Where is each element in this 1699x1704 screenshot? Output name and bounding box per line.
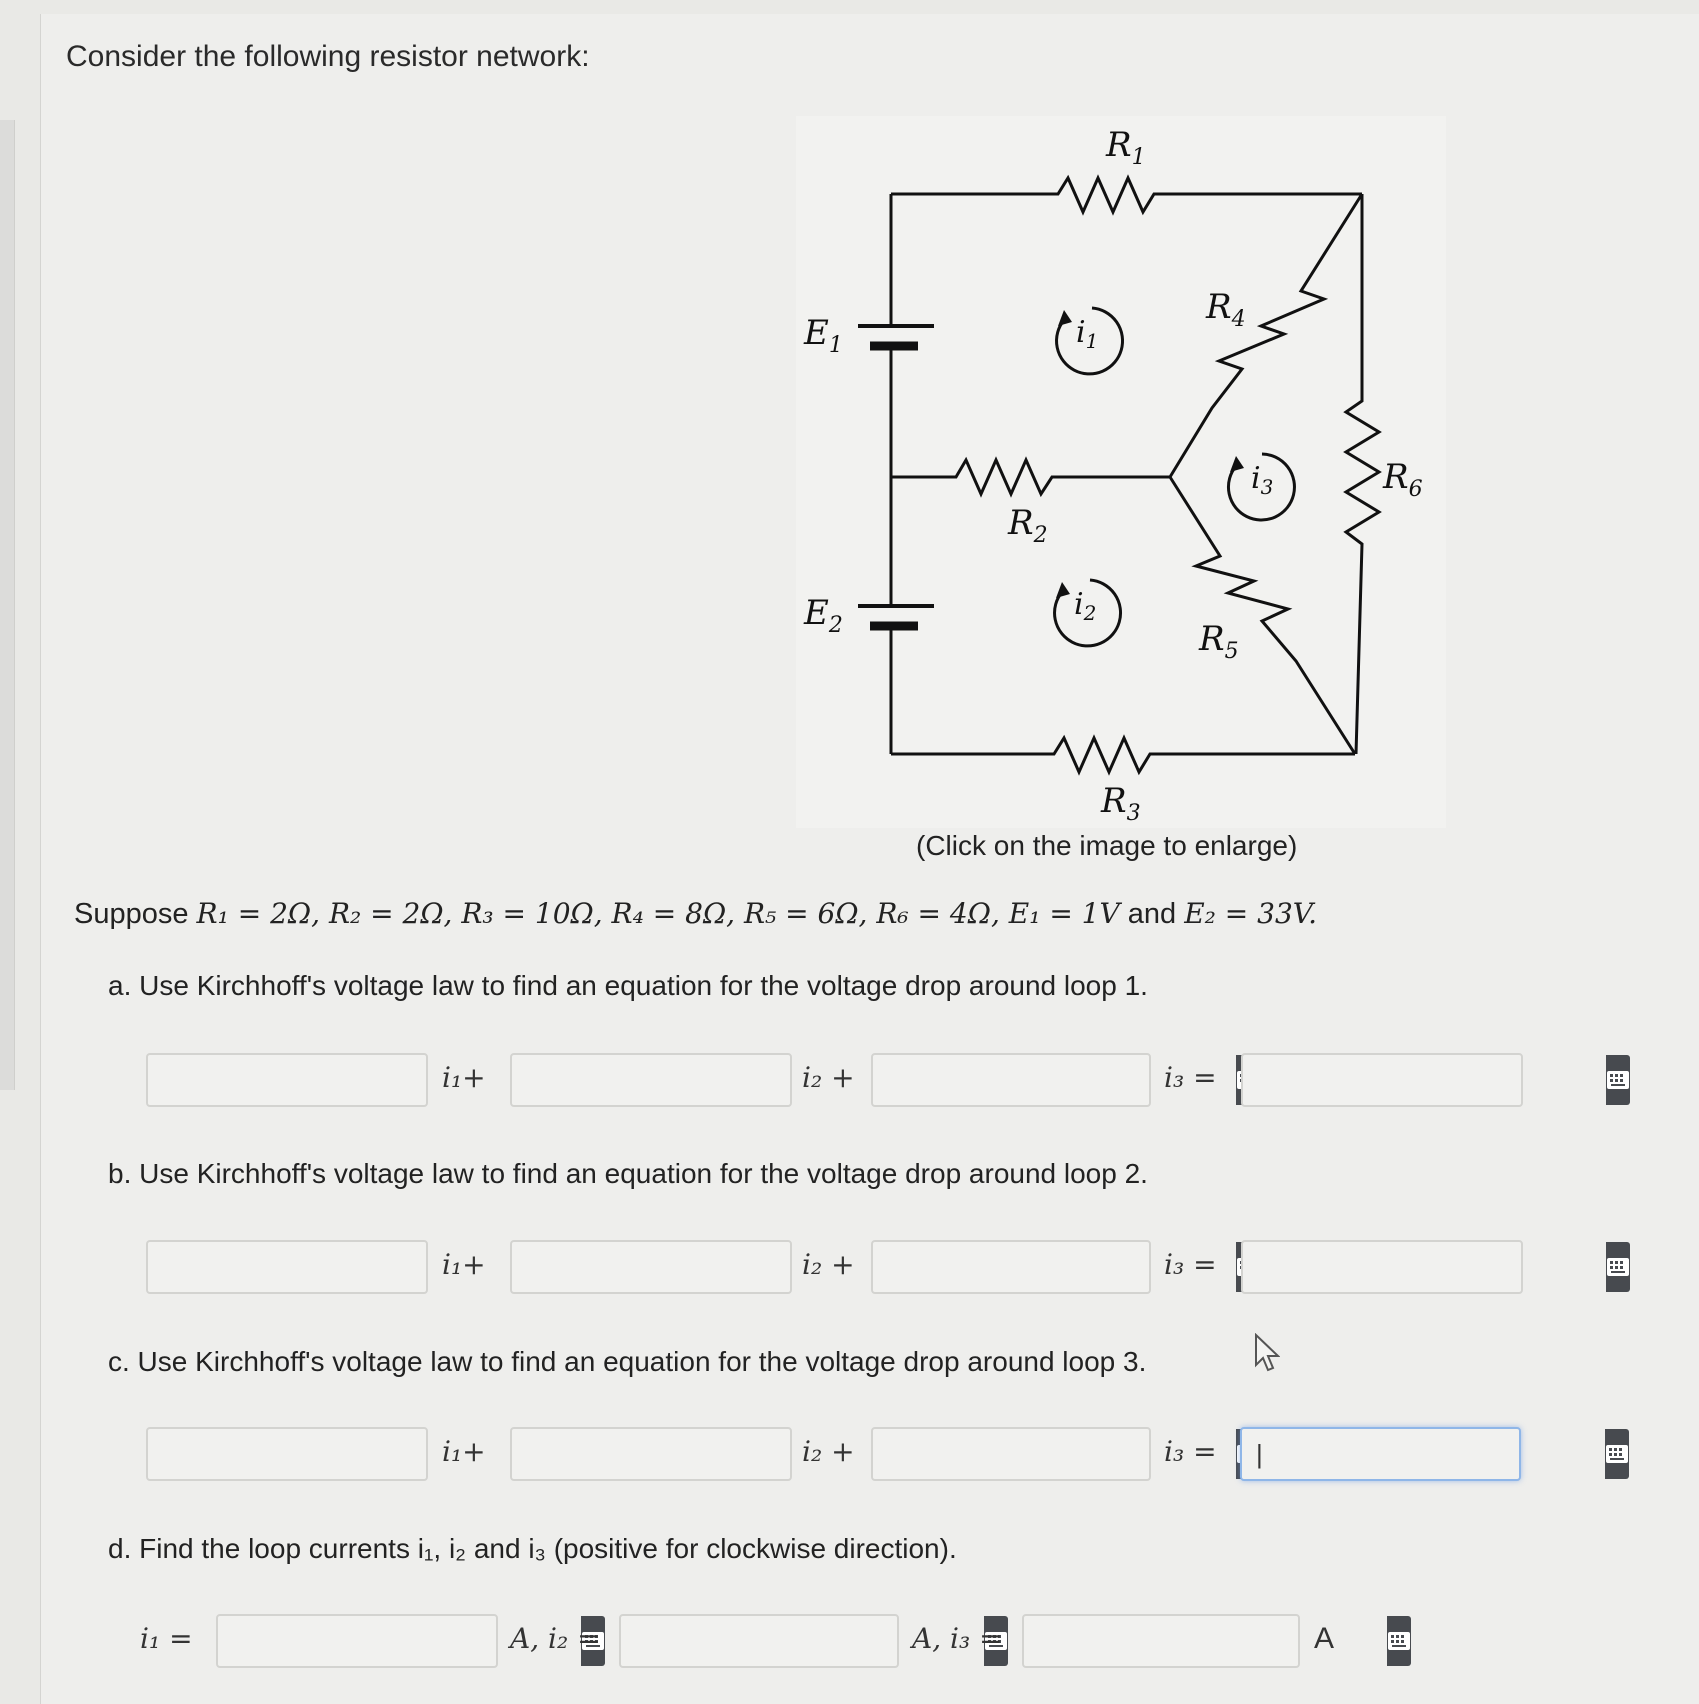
i3-answer-field[interactable]: [1022, 1614, 1300, 1668]
wire-bottom-r3: [891, 738, 1355, 772]
enlarge-caption[interactable]: (Click on the image to enlarge): [916, 830, 1298, 861]
i1-plus-label: i₁+: [442, 1248, 486, 1281]
i1-plus-label: i₁+: [442, 1435, 486, 1468]
i1-answer-field[interactable]: [216, 1614, 498, 1668]
loop1-i3-coefficient-field[interactable]: [871, 1053, 1151, 1107]
loop2-i1-coefficient-field[interactable]: [146, 1240, 428, 1294]
a-i2-equals-label: A, i₂ =: [510, 1622, 601, 1655]
circuit-diagram[interactable]: [796, 116, 1446, 828]
loop1-rhs-field[interactable]: [1241, 1053, 1523, 1107]
label-r3: $R_3$: [1101, 781, 1141, 826]
label-e1: $E_1$: [804, 313, 843, 358]
i2-plus-label: i₂ +: [802, 1061, 855, 1094]
loop1-i2-coefficient-field[interactable]: [510, 1053, 792, 1107]
loop3-i1-coefficient-field[interactable]: [146, 1427, 428, 1481]
i1-plus-label: i₁+: [442, 1061, 486, 1094]
label-r1: $R_1$: [1106, 125, 1146, 170]
left-edge-strip: [0, 120, 15, 1090]
loop3-i2-coefficient-field[interactable]: [510, 1427, 792, 1481]
label-e2: $E_2$: [804, 593, 843, 638]
equation-row-c: [0, 1427, 1699, 1487]
part-a-question: a. Use Kirchhoff's voltage law to find an equation for the voltage drop around loop 1.: [108, 970, 1148, 1001]
amperes-unit-label: A: [1314, 1622, 1335, 1655]
loop1-i1-coefficient-field[interactable]: [146, 1053, 428, 1107]
loop2-i3-coefficient-field[interactable]: [871, 1240, 1151, 1294]
label-i1: $i_1$: [1076, 315, 1099, 353]
loop1-rhs-input[interactable]: [1243, 1055, 1606, 1105]
loop3-i3-coefficient-field[interactable]: [871, 1427, 1151, 1481]
wire-diag-r4: [1170, 194, 1362, 477]
label-r6: $R_6$: [1383, 457, 1423, 502]
equation-row-b: [0, 1240, 1699, 1300]
given-prefix: Suppose: [74, 898, 197, 930]
part-b-question: b. Use Kirchhoff's voltage law to find an equation for the voltage drop around loop 2.: [108, 1158, 1148, 1189]
i3-equals-label: i₃ =: [1164, 1435, 1217, 1468]
keypad-button[interactable]: [1606, 1055, 1630, 1105]
keypad-icon: [1387, 1631, 1411, 1651]
keypad-button[interactable]: [1387, 1616, 1411, 1666]
keypad-icon: [1606, 1257, 1630, 1277]
keypad-icon: [1605, 1444, 1629, 1464]
wire-top-r1: [891, 178, 1362, 212]
i1-equals-label: i₁ =: [140, 1622, 193, 1655]
loop2-rhs-input[interactable]: [1243, 1242, 1606, 1292]
wire-diag-r5: [1170, 477, 1355, 754]
i2-plus-label: i₂ +: [802, 1248, 855, 1281]
given-values-text: R₁ = 2Ω, R₂ = 2Ω, R₃ = 10Ω, R₄ = 8Ω, R₅ = 6Ω, R₆ = 4Ω, E₁ = 1V: [196, 897, 1120, 930]
wire-right-r6: [1346, 194, 1379, 754]
given-last: E₂ = 33V.: [1184, 897, 1317, 930]
circuit-svg: [796, 116, 1446, 828]
keypad-icon: [1606, 1070, 1630, 1090]
i3-equals-label: i₃ =: [1164, 1248, 1217, 1281]
label-r4: $R_4$: [1206, 287, 1246, 332]
mouse-pointer-icon: [1254, 1333, 1280, 1373]
label-i3: $i_3$: [1251, 461, 1274, 499]
label-r5: $R_5$: [1199, 619, 1239, 664]
i3-equals-label: i₃ =: [1164, 1061, 1217, 1094]
wire-middle-r2: [891, 460, 1170, 494]
intro-text: Consider the following resistor network:: [66, 40, 590, 73]
label-i2: $i_2$: [1074, 587, 1097, 625]
keypad-button[interactable]: [1606, 1242, 1630, 1292]
given-values: [74, 897, 1317, 931]
i2-answer-field[interactable]: [619, 1614, 899, 1668]
a-i3-equals-label: A, i₃ =: [912, 1622, 1003, 1655]
answer-row-d: [0, 1614, 1699, 1674]
i2-plus-label: i₂ +: [802, 1435, 855, 1468]
loop3-rhs-field[interactable]: [1240, 1427, 1521, 1481]
keypad-button[interactable]: [1605, 1429, 1629, 1479]
loop2-i2-coefficient-field[interactable]: [510, 1240, 792, 1294]
label-r2: $R_2$: [1008, 503, 1048, 548]
given-and: and: [1119, 898, 1185, 930]
loop2-rhs-field[interactable]: [1241, 1240, 1523, 1294]
loop3-rhs-input[interactable]: [1242, 1429, 1605, 1479]
part-d-question: d. Find the loop currents i₁, i₂ and i₃ (positive for clockwise direction).: [108, 1533, 957, 1564]
equation-row-a: [0, 1053, 1699, 1113]
part-c-question: c. Use Kirchhoff's voltage law to find an equation for the voltage drop around loop 3.: [108, 1346, 1147, 1377]
